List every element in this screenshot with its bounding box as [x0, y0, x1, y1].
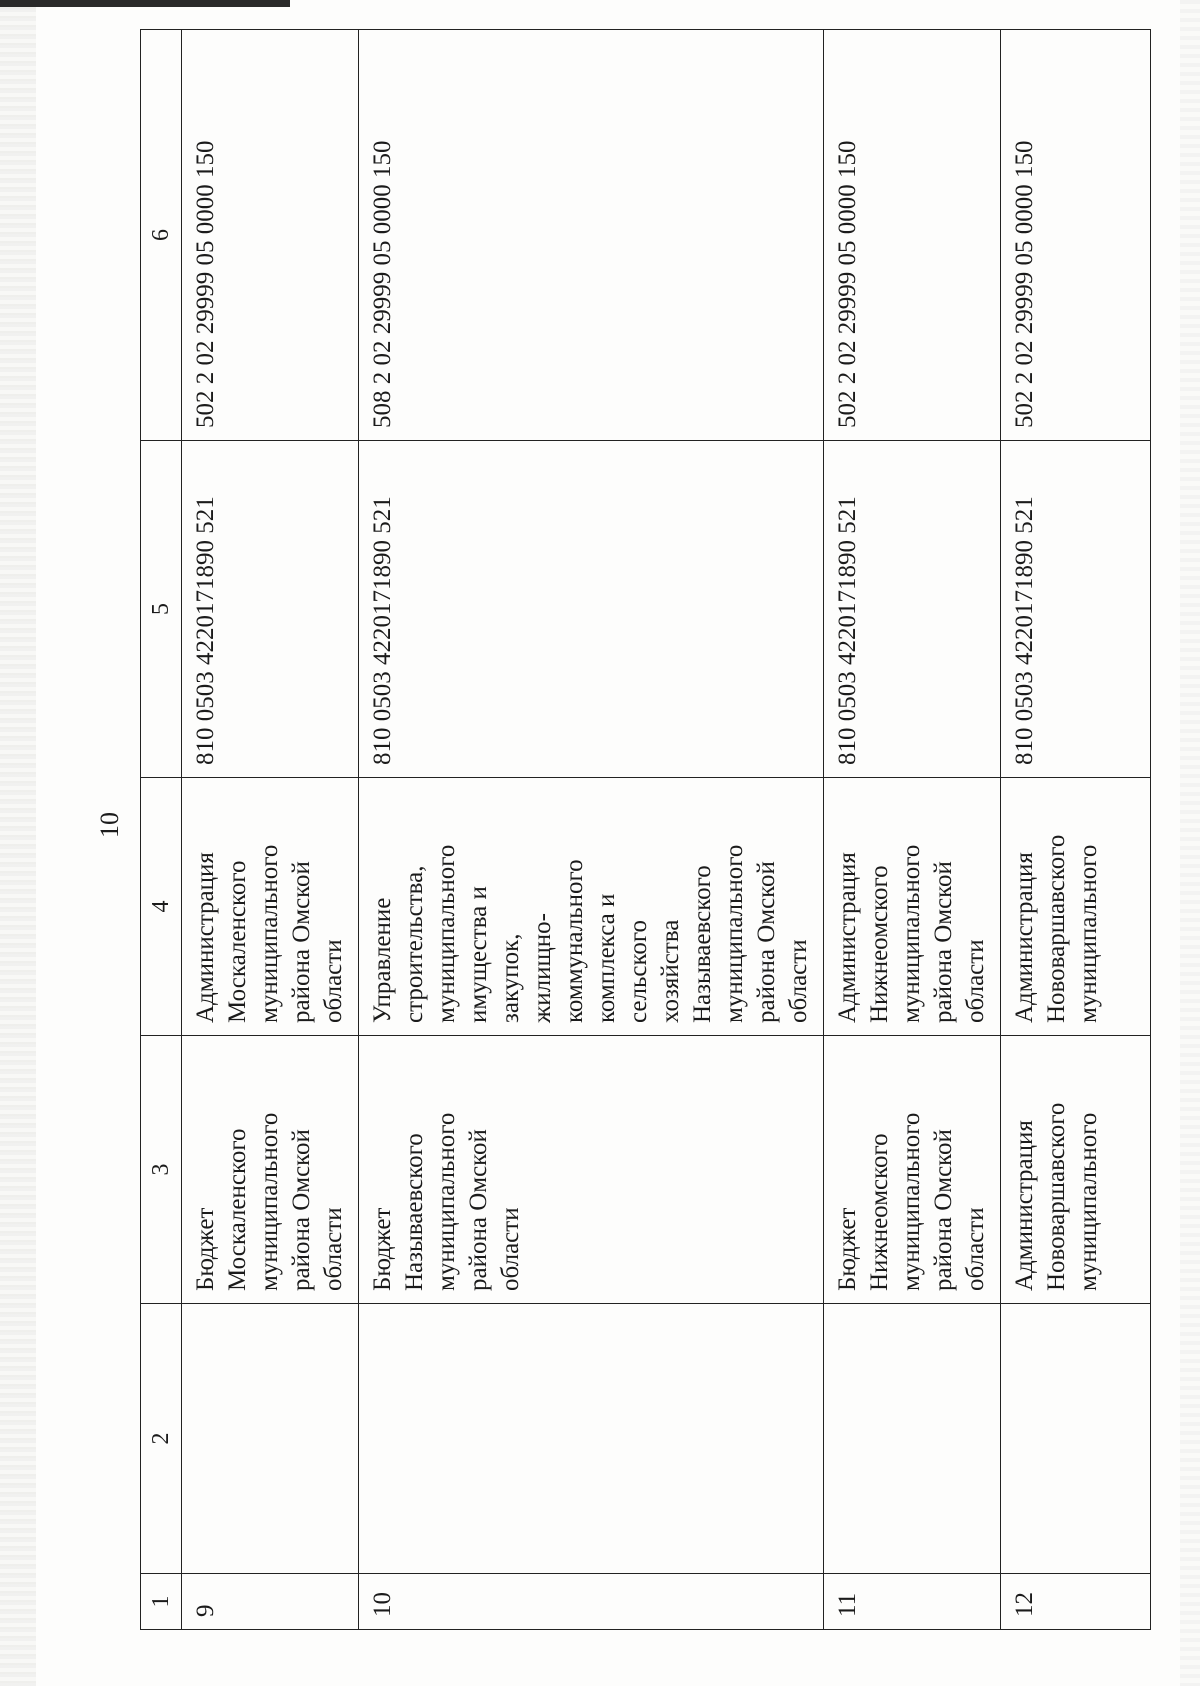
header-cell: 6 [141, 30, 182, 441]
header-cell: 4 [141, 778, 182, 1036]
cell-budget: Бюджет Называевского муниципального района Омской области [359, 1036, 824, 1304]
cell-col2 [824, 1304, 1001, 1574]
cell-expense-code: 810 0503 4220171890 521 [359, 441, 824, 778]
cell-revenue-code: 502 2 02 29999 05 0000 150 [824, 30, 1001, 441]
cell-budget: Бюджет Нижнеомского муниципального района Омской области [824, 1036, 1001, 1304]
cell-administrator: Администрация Нововаршавского муниципального [1001, 778, 1151, 1036]
header-cell: 5 [141, 441, 182, 778]
scan-top-bar [0, 0, 290, 7]
row-number: 10 [359, 1574, 824, 1630]
cell-administrator: Администрация Нижнеомского муниципального района Омской области [824, 778, 1001, 1036]
scan-edge-right [1180, 0, 1200, 1686]
row-number: 11 [824, 1574, 1001, 1630]
rotated-page [90, 30, 1130, 1630]
cell-administrator: Администрация Москаленского муниципального района Омской области [182, 778, 359, 1036]
cell-revenue-code: 508 2 02 29999 05 0000 150 [359, 30, 824, 441]
cell-expense-code: 810 0503 4220171890 521 [182, 441, 359, 778]
header-cell: 1 [141, 1574, 182, 1630]
table-row [359, 30, 824, 1630]
cell-budget: Бюджет Москаленского муниципального района Омской области [182, 1036, 359, 1304]
cell-revenue-code: 502 2 02 29999 05 0000 150 [182, 30, 359, 441]
table-row [824, 30, 1001, 1630]
scan-edge-left [0, 0, 36, 1686]
cell-revenue-code: 502 2 02 29999 05 0000 150 [1001, 30, 1151, 441]
cell-col2 [1001, 1304, 1151, 1574]
header-cell: 2 [141, 1304, 182, 1574]
cell-administrator: Управление строительства, муниципального имущества и закупок, жилищно- коммунального комплекса и сельского хозяйства Называевского муниципального района Омской области [359, 778, 824, 1036]
page-number: 10 [95, 812, 124, 838]
cell-budget: Администрация Нововаршавского муниципального [1001, 1036, 1151, 1304]
table-row [182, 30, 359, 1630]
cell-col2 [359, 1304, 824, 1574]
row-number: 9 [182, 1574, 359, 1630]
document-table [140, 29, 1151, 1630]
cell-expense-code: 810 0503 4220171890 521 [824, 441, 1001, 778]
cell-expense-code: 810 0503 4220171890 521 [1001, 441, 1151, 778]
row-number: 12 [1001, 1574, 1151, 1630]
header-cell: 3 [141, 1036, 182, 1304]
cell-col2 [182, 1304, 359, 1574]
table-header-row [141, 30, 182, 1630]
table-row [1001, 30, 1151, 1630]
